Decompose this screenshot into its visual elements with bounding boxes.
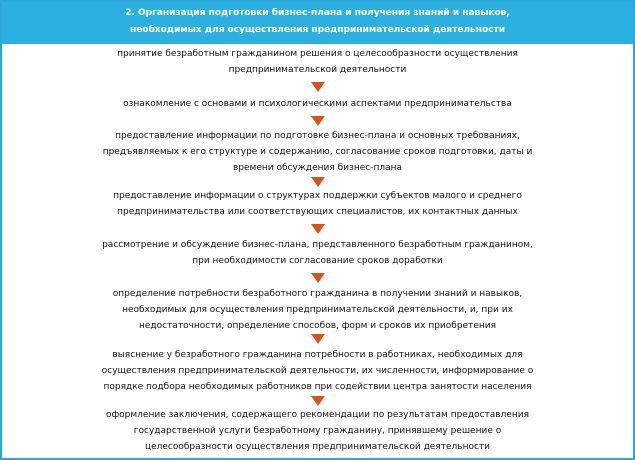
step-8-line-3: целесообразности осуществления предпринимательской деятельности <box>144 442 491 452</box>
step-6-line-3: недостаточности, определение способов, форм и сроков их приобретения <box>138 321 497 331</box>
step-7-line-2: осуществления предпринимательской деятельности, их численности, информирование о <box>101 366 534 376</box>
step-5 <box>2 237 633 269</box>
step-2 <box>2 96 633 112</box>
down-arrow-icon <box>311 116 325 126</box>
step-1-line-2: предпринимательской деятельности <box>228 65 407 75</box>
step-3-line-3: времени обсуждения бизнес-плана <box>232 163 403 173</box>
step-8-line-2: государственной услуги безработному гражданину, принявшему решение о <box>133 426 502 436</box>
step-6-line-1: определение потребности безработного гражданина в получении знаний и навыков, <box>112 289 523 299</box>
step-8 <box>2 407 633 455</box>
step-2-line-1: ознакомление с основами и психологическими аспектами предпринимательства <box>123 99 512 109</box>
step-7-line-1: выяснение у безработного гражданина потребности в работниках, необходимых для <box>112 350 523 360</box>
step-3 <box>2 128 633 176</box>
step-4-line-1: предоставление информации о структурах поддержки субъектов малого и среднего <box>113 191 522 201</box>
header-title-line-1: 2. Организация подготовки бизнес-плана и получения знаний и навыков, <box>125 8 510 18</box>
step-1 <box>2 46 633 78</box>
header-title-line-2: необходимых для осуществления предпринимательской деятельности <box>129 25 505 35</box>
step-1-line-1: принятие безработным гражданином решения о целесообразности осуществления <box>117 49 518 59</box>
step-3-line-1: предоставление информации по подготовке бизнес-плана и основных требованиях, <box>115 131 520 141</box>
down-arrow-icon <box>311 396 325 406</box>
step-6-line-2: необходимых для осуществления предпринимательской деятельности, и, при их <box>122 305 513 315</box>
down-arrow-icon <box>311 177 325 187</box>
down-arrow-icon <box>311 224 325 234</box>
down-arrow-icon <box>311 334 325 344</box>
step-7 <box>2 347 633 395</box>
step-4-line-2: предпринимательства или соответствующих специалистов, их контактных данных <box>117 207 518 217</box>
step-5-line-1: рассмотрение и обсуждение бизнес-плана, представленного безработным гражданином, <box>102 240 533 250</box>
step-3-line-2: предъявляемых к его структуре и содержанию, согласование сроков подготовки, даты и <box>102 147 533 157</box>
step-8-line-1: оформление заключения, содержащего рекомендации по результатам предоставления <box>105 410 530 420</box>
down-arrow-icon <box>311 82 325 92</box>
step-7-line-3: порядке подбора необходимых работников при содействии центра занятости населения <box>103 382 532 392</box>
down-arrow-icon <box>311 273 325 283</box>
step-4 <box>2 188 633 220</box>
panel-header <box>2 2 633 44</box>
step-6 <box>2 286 633 334</box>
step-5-line-2: при необходимости согласование сроков доработки <box>192 256 443 266</box>
